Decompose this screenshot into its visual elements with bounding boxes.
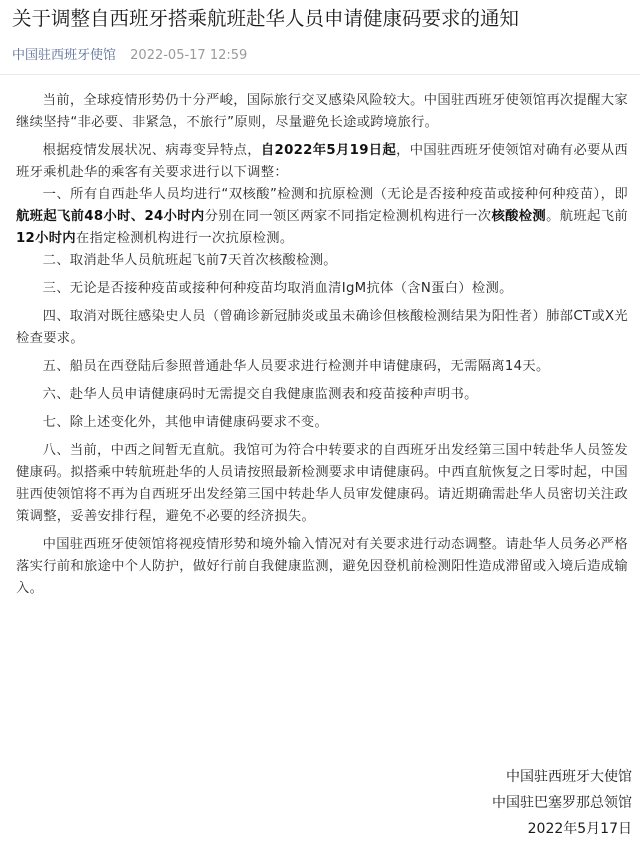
- paragraph-item-5: 五、船员在西登陆后参照普通赴华人员要求进行检测并申请健康码，无需隔离14天。: [42, 359, 550, 374]
- paragraph-adjustment: [16, 140, 628, 184]
- text-segment: 根据疫情发展状况、病毒变异特点，: [42, 143, 261, 158]
- text-segment: ，中国驻西班牙使领馆对确有必要从西班牙乘机赴华的乘客有关要求进行以下调整：: [16, 143, 628, 180]
- text-segment: 。航班起飞前: [546, 209, 628, 224]
- article-title: 关于调整自西班牙搭乘航班赴华人员申请健康码要求的通知: [12, 7, 520, 30]
- bold-effective-date: 自2022年5月19日起: [260, 143, 397, 158]
- paragraph-item-7: 七、除上述变化外，其他申请健康码要求不变。: [42, 415, 329, 430]
- text-segment: 在指定检测机构进行一次抗原检测。: [75, 231, 294, 246]
- signature-block: [492, 764, 632, 842]
- paragraph-item-6: 六、赴华人员申请健康码时无需提交自我健康监测表和疫苗接种声明书。: [42, 387, 478, 402]
- bold-nucleic-test: 核酸检测: [491, 209, 547, 224]
- paragraph-item-3: 三、无论是否接种疫苗或接种何种疫苗均取消血清IgM抗体（含N蛋白）检测。: [42, 281, 513, 296]
- text-segment: 分别在同一领区两家不同指定检测机构进行一次: [204, 209, 492, 224]
- signature-consulate: 中国驻巴塞罗那总领馆: [492, 795, 632, 811]
- paragraph-closing: 中国驻西班牙使领馆将视疫情形势和境外输入情况对有关要求进行动态调整。请赴华人员务必严格落实行前和旅途中个人防护，做好行前自我健康监测，避免因登机前检测阳性造成滞留或入境后造成输入。: [16, 537, 628, 596]
- paragraph-item-4: 四、取消对既往感染史人员（曾确诊新冠肺炎或虽未确诊但核酸检测结果为阳性者）肺部CT或X光检查要求。: [16, 309, 628, 346]
- bold-test-window: 航班起飞前48小时、24小时内: [16, 209, 205, 224]
- header-divider: [0, 74, 640, 75]
- bold-antigen-window: 12小时内: [16, 231, 76, 246]
- paragraph-intro: 当前，全球疫情形势仍十分严峻，国际旅行交叉感染风险较大。中国驻西班牙使领馆再次提醒大家继续坚持“非必要、非紧急，不旅行”原则，尽量避免长途或跨境旅行。: [16, 93, 628, 130]
- text-segment: 一、所有自西赴华人员均进行“双核酸”检测和抗原检测（无论是否接种疫苗或接种何种疫苗），即: [42, 187, 628, 202]
- signature-embassy: 中国驻西班牙大使馆: [506, 769, 632, 785]
- article-meta: [12, 46, 247, 66]
- paragraph-item-1: [16, 184, 628, 250]
- paragraph-item-2: 二、取消赴华人员航班起飞前7天首次核酸检测。: [42, 253, 337, 268]
- publish-time: 2022-05-17 12:59: [130, 48, 248, 63]
- source-account-link[interactable]: 中国驻西班牙使馆: [12, 48, 117, 63]
- signature-date: 2022年5月17日: [527, 821, 632, 837]
- paragraph-item-8: 八、当前，中西之间暂无直航。我馆可为符合中转要求的自西班牙出发经第三国中转赴华人员签发健康码。拟搭乘中转航班赴华的人员请按照最新检测要求申请健康码。中西直航恢复之日零时起，中国驻西使领馆将不再为自西班牙出发经第三国中转赴华人员审发健康码。请近期确需赴华人员密切关注政策调整，妥善安排行程，避免不必要的经济损失。: [16, 443, 628, 524]
- article-body: [16, 90, 628, 600]
